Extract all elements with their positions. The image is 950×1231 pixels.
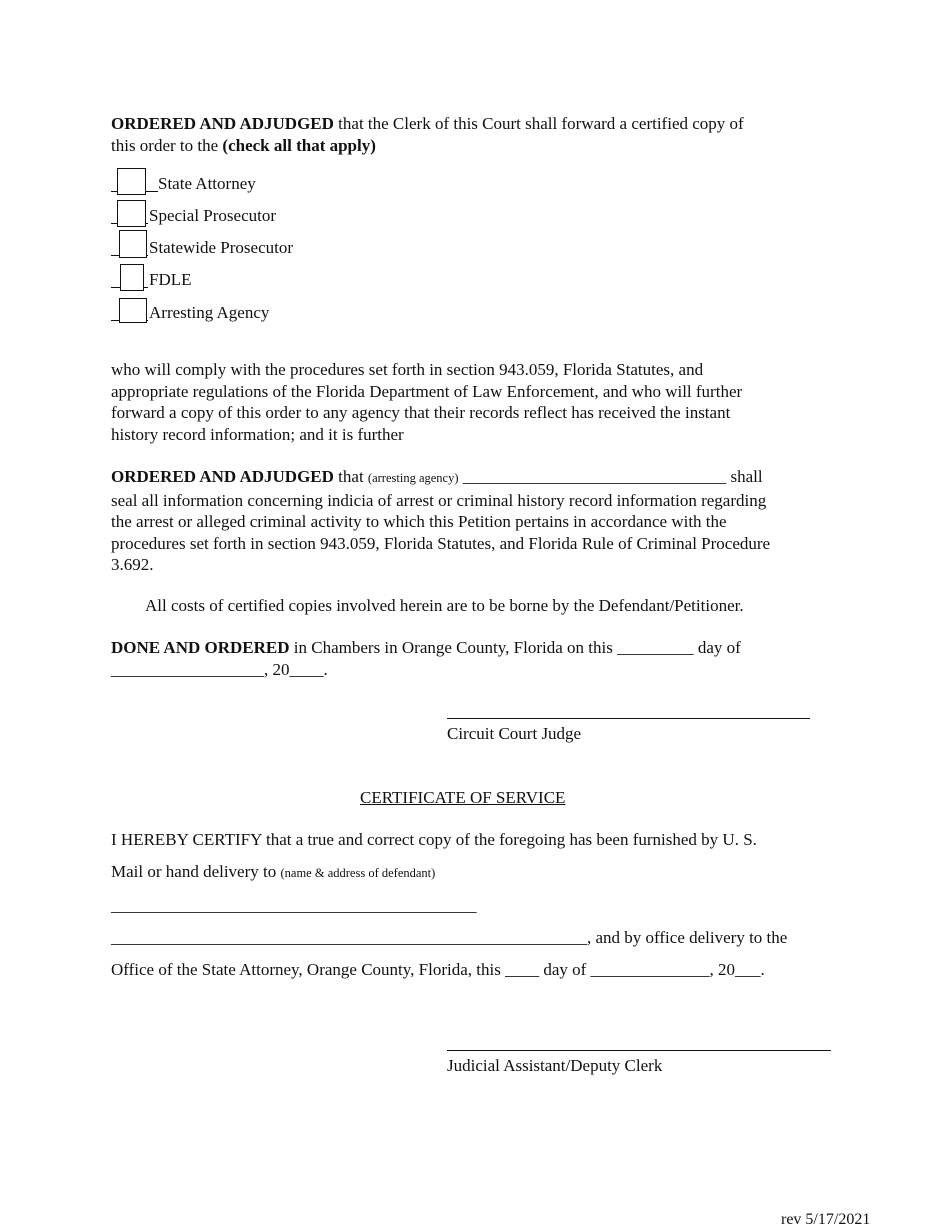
revision-date: rev 5/17/2021 [781,1211,871,1228]
fdle-checkbox[interactable] [120,264,144,291]
order-text-1a: that the Clerk of this Court shall forward a certified copy of [333,114,744,133]
done-and-ordered-paragraph [111,637,741,680]
arresting-agency-label: Arresting Agency [149,303,270,322]
order-paragraph-2: ORDERED AND ADJUDGED that (arresting agency) _______________________________ shall seal all information concerning indicia of arrest or criminal history record information regarding the arrest or alleged criminal activity to which this Petition pertains in accordance with the procedures set forth in section 943.059, Florida Statutes, and Florida Rule of Criminal Procedure 3.692. [111,467,771,574]
special-prosecutor-checkbox[interactable] [117,200,146,227]
certificate-line-2: Mail or hand delivery to (name & address of defendant) [111,862,436,881]
judge-signature-line[interactable] [447,718,810,719]
fdle-label: FDLE [149,270,192,289]
order-heading-2: ORDERED AND ADJUDGED [111,467,334,486]
certificate-title: CERTIFICATE OF SERVICE [360,788,566,807]
done-heading: DONE AND ORDERED [111,638,290,657]
arresting-agency-blank[interactable]: _______________________________ shall [458,467,763,486]
arresting-agency-checkbox[interactable] [119,298,147,323]
state-attorney-delivery-line[interactable]: Office of the State Attorney, Orange County, Florida, this ____ day of ______________, 20___. [111,960,765,979]
clerk-signature-label: Judicial Assistant/Deputy Clerk [447,1056,663,1075]
state-attorney-label: State Attorney [158,174,256,193]
defendant-name-blank[interactable]: ___________________________________________ [111,896,477,915]
judge-signature-label: Circuit Court Judge [447,724,582,743]
check-all-instruction: (check all that apply) [222,135,376,155]
compliance-paragraph: who will comply with the procedures set forth in section 943.059, Florida Statutes, and appropriate regulations of the Florida Department of Law Enforcement, and who will further forward a copy of this order to any agency that their records reflect has received the instant history record information; and it is further [111,360,743,444]
done-date-line[interactable]: in Chambers in Orange County, Florida on this _________ day of [289,638,741,657]
special-prosecutor-label: Special Prosecutor [149,206,276,225]
order-text-1b: this order to the [111,135,223,155]
arresting-agency-hint: (arresting agency) [367,471,459,485]
defendant-address-blank-line[interactable]: ________________________________________________________, and by office delivery to the [111,928,788,947]
costs-paragraph: All costs of certified copies involved herein are to be borne by the Defendant/Petitioner. [145,596,744,615]
state-attorney-checkbox[interactable] [117,168,146,195]
clerk-signature-line[interactable] [447,1050,831,1051]
statewide-prosecutor-label: Statewide Prosecutor [149,238,293,257]
order-paragraph-1 [111,113,744,156]
order-heading-1: ORDERED AND ADJUDGED [111,114,334,133]
defendant-address-hint: (name & address of defendant) [280,866,436,880]
done-year-line[interactable]: __________________, 20____. [111,659,328,679]
statewide-prosecutor-checkbox[interactable] [119,230,147,258]
certificate-line-1: I HEREBY CERTIFY that a true and correct copy of the foregoing has been furnished by U. S. [111,830,757,849]
